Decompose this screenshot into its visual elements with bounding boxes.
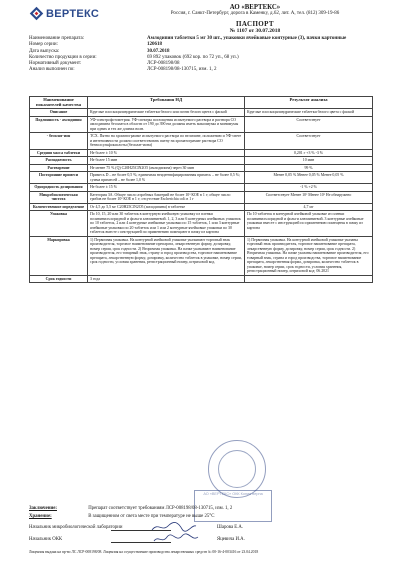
- indicator-name: Посторонние примеси: [30, 172, 88, 184]
- table-row: [30, 191, 373, 203]
- indicator-name: Растворение: [30, 164, 88, 172]
- requirement-cell: Примесь D – не более 0,5 %; единичная неидентифицированная примесь – не более 0,5 %; сумма примесей – не более 1,0 %: [88, 172, 245, 184]
- table-row: [30, 275, 373, 283]
- table-row: [30, 116, 373, 133]
- indicator-name: - бесилат-ион: [30, 133, 88, 150]
- document-title: ПАСПОРТ: [236, 20, 274, 28]
- result-cell: Менее 0,05 % Менее 0,05 % Менее 0,05 %: [245, 172, 373, 184]
- result-cell: 0,201 г +3 % -3 %: [245, 149, 373, 157]
- meta-label: Анализ выполнен по:: [29, 67, 75, 73]
- meta-value: ЛСР-008198/08: [147, 61, 180, 67]
- meta-value: 30.07.2018: [147, 48, 170, 54]
- result-cell: 99 %: [245, 164, 373, 172]
- vertex-logo-icon: [29, 6, 44, 21]
- meta-label: Номер серии:: [29, 42, 58, 48]
- table-row: [30, 184, 373, 192]
- meta-label: Нормативный документ:: [29, 61, 82, 67]
- table-row: [30, 164, 373, 172]
- table-row: [30, 211, 373, 237]
- table-row: [30, 149, 373, 157]
- requirement-cell: 1) Первичная упаковка. На контурной ячейковой упаковке указывают торговый знак производителя, торговое наименование препарата, лекарственную форму, дозировку, номер серии, срок годности. 2) Вторичная упаковка. На пачке указывают наименование производителя, его товарный знак, страну и город производства, торговое наименование препарата, лекарственную форму, дозировку, количество таблеток в упаковке, номер серии, срок годности, условия хранения, регистрационный номер, штриховой код.: [88, 236, 245, 275]
- column-header: Результат анализа: [245, 97, 373, 109]
- conclusion-text: Препарат соответствует требованиям ЛСР-008198/08-130715, изм. 1, 2: [88, 506, 233, 511]
- copy-stamp: АО «ВЕРТЕКС» ОКК Копия верна: [194, 490, 272, 522]
- storage-text: В защищенном от света месте при температуре не выше 25°С: [88, 514, 215, 519]
- result-cell: 1) Первичная упаковка. На контурной ячейковой упаковке указаны торговый знак производителя, торговое наименование препарата, лекарственную форму, дозировку, номер серии, срок годности. 2) Вторичная упаковка. На пачке указаны наименование производителя, его товарный знак, страна и город производства, торговое наименование препарата, лекарственная форма, дозировка, количество таблеток в упаковке, номер серии, срок годности, условия хранения, регистрационный номер, штриховой код: 06.2021: [245, 236, 373, 275]
- conclusion-label: Заключение:: [29, 506, 57, 511]
- table-row: [30, 157, 373, 165]
- meta-label: Количество продукции в серии:: [29, 54, 97, 60]
- result-cell: Соответствует Менее 10² Менее 10² Не обнаружено: [245, 191, 373, 203]
- result-cell: Соответствует: [245, 133, 373, 150]
- license-note: Лицензия выдана на пр-во ЛС ЛСР-008198/08. Лицензия на осуществление производства лекарственных средств № 00-16-4-003416 от 23.04.2018: [29, 550, 259, 554]
- result-cell: По 10 таблеток в контурной ячейковой упаковке из пленки поливинилхлоридной и фольги алюминиевой. 3 контурные ячейковые упаковки вместе с инструкцией по применению помещены в пачку из картона: [245, 211, 373, 237]
- requirement-cell: Круглые плоскоцилиндрические таблетки белого или почти белого цвета с фаской: [88, 109, 245, 117]
- indicator-name: Подлинность - амлодипин: [30, 116, 88, 133]
- requirement-cell: Не менее 75 % (Q) C20H25ClN2O5 (амлодипина) через 30 мин: [88, 164, 245, 172]
- document-number: № 1107 от 30.07.2018: [229, 28, 281, 34]
- lab-head-title: Начальник микробиологической лаборатории: [29, 525, 123, 530]
- meta-row: [29, 67, 369, 73]
- result-cell: 4,7 мг: [245, 203, 373, 211]
- storage-row: [29, 514, 214, 519]
- indicator-name: Однородность дозирования: [30, 184, 88, 192]
- requirement-cell: Не более ± 15 %: [88, 184, 245, 192]
- qc-head-name: Яцевича И.А.: [217, 537, 245, 542]
- company-logo: [29, 6, 99, 21]
- result-cell: [245, 275, 373, 283]
- round-stamp-inner: [218, 450, 256, 488]
- table-header-row: [30, 97, 373, 109]
- indicator-name: Маркировка: [30, 236, 88, 275]
- table-row: [30, 203, 373, 211]
- requirement-cell: Не более 15 мин: [88, 157, 245, 165]
- requirement-cell: 3 года: [88, 275, 245, 283]
- requirement-cell: По 10, 15, 20 или 30 таблеток в контурную ячейковую упаковку из пленки поливинилхлоридной и фольги алюминиевой. 1, 2, 3 или 6 контурных ячейковых упаковок по 10 таблеток, 2 или 4 контурные ячейковые упаковки по 15 таблеток, 1 или 3 контурные ячейковые упаковки по 20 таблеток или 1 или 2 контурные ячейковые упаковки по 30 таблеток вместе с инструкцией по применению помещают в пачку из картона: [88, 211, 245, 237]
- result-cell: 10 мин: [245, 157, 373, 165]
- column-header: Требования НД: [88, 97, 245, 109]
- meta-value: Амлодипин таблетки 5 мг 30 шт., упаковки ячейковые контурные (3), пачки картонные: [147, 36, 347, 41]
- quality-table: [29, 96, 373, 283]
- meta-block: [29, 36, 369, 74]
- requirement-cell: ТСХ. Пятно на хроматограмме испытуемого раствора по величине, положению и УФ-свете и интенсивности должно соответствовать пятну на хроматограмме раствора СО бензолсульфокислоты (бесилат-иона): [88, 133, 245, 150]
- requirement-cell: От 4,5 до 5,5 мг C20H25ClN2O5 (амлодипина) в таблетке: [88, 203, 245, 211]
- qc-head-title: Начальник ОКК: [29, 537, 63, 542]
- company-name: АО «ВЕРТЕКС»: [229, 4, 281, 11]
- table-row: [30, 109, 373, 117]
- indicator-name: Описание: [30, 109, 88, 117]
- column-header: Наименование показателей качества: [30, 97, 88, 109]
- meta-value: 69 892 упаковок (692 кор. по 72 уп., 68 уп.): [147, 54, 239, 60]
- company-address: Россия, г. Санкт-Петербург, дорога в Каменку, д.62, лит. А, тел. (812) 309-19-86: [170, 11, 340, 16]
- requirement-cell: Не более ± 10 %: [88, 149, 245, 157]
- indicator-name: Срок годности: [30, 275, 88, 283]
- requirement-cell: Категория 3А. Общее число аэробных бактерий не более 10³ КОЕ в 1 г; общее число грибов не более 10² КОЕ в 1 г; отсутствие Escherichia coli в 1 г: [88, 191, 245, 203]
- meta-value: ЛСР-008198/08-130715, изм. 1, 2: [147, 67, 217, 73]
- indicator-name: Количественное определение: [30, 203, 88, 211]
- result-cell: Круглые плоскоцилиндрические таблетки белого цвета с фаской: [245, 109, 373, 117]
- result-cell: -1 % +2 %: [245, 184, 373, 192]
- meta-label: Дата выпуска:: [29, 48, 60, 54]
- result-cell: Соответствует: [245, 116, 373, 133]
- conclusion-row: [29, 506, 232, 511]
- signature-icon: [152, 532, 200, 546]
- storage-label: Хранение:: [29, 514, 52, 519]
- indicator-name: Распадаемость: [30, 157, 88, 165]
- indicator-name: Средняя масса таблетки: [30, 149, 88, 157]
- meta-label: Наименование препарата:: [29, 36, 85, 41]
- logo-text: ВЕРТЕКС: [46, 7, 100, 20]
- table-row: [30, 172, 373, 184]
- meta-value: 120618: [147, 42, 162, 48]
- indicator-name: Упаковка: [30, 211, 88, 237]
- requirement-cell: УФ-спектрофотометрия. УФ-спектры поглощения испытуемого раствора и раствора СО амлодипина бесилата в области от 190 до 390 нм должны иметь максимумы и минимумы при одних и тех же длинах волн.: [88, 116, 245, 133]
- table-row: [30, 236, 373, 275]
- lab-head-name: Шарова Е.А.: [217, 525, 244, 530]
- table-row: [30, 133, 373, 150]
- indicator-name: Микробиологическая чистота: [30, 191, 88, 203]
